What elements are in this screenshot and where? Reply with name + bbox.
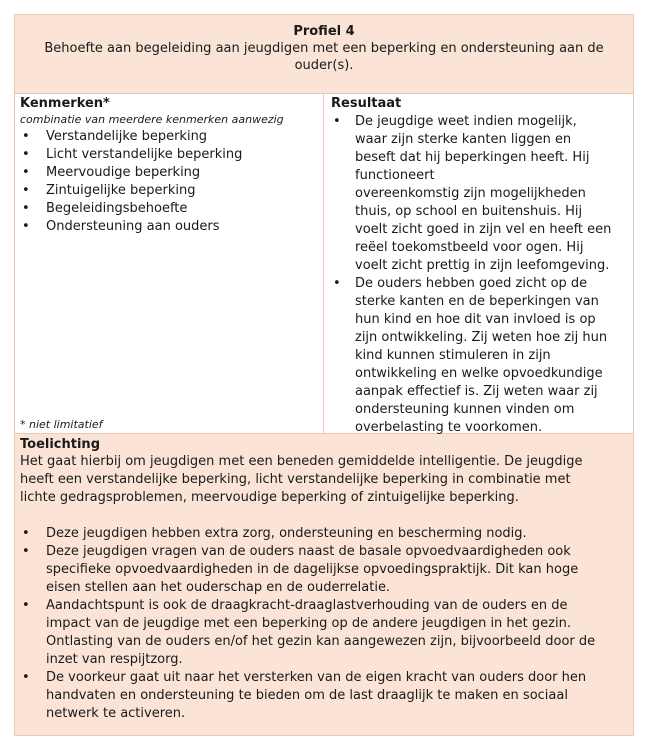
toelichting-heading: Toelichting bbox=[20, 437, 100, 452]
list-item: • Meervoudige beperking bbox=[20, 164, 318, 182]
toelichting-intro bbox=[20, 453, 628, 507]
text-line: waar zijn sterke kanten liggen en bbox=[355, 132, 572, 147]
table-header bbox=[15, 15, 633, 93]
resultaat-heading: Resultaat bbox=[331, 96, 402, 111]
text-line: • Deze jeugdigen vragen van de ouders naast de basale opvoedvaardigheden ook bbox=[46, 544, 571, 559]
list-item bbox=[331, 113, 629, 275]
kenmerken-list bbox=[20, 128, 318, 236]
text-line: overeenkomstig zijn mogelijkheden bbox=[355, 186, 586, 201]
text-line: heeft een verstandelijke beperking, licht verstandelijke beperking in combinatie met bbox=[20, 472, 571, 487]
text-line: beseft dat hij beperkingen heeft. Hij bbox=[355, 150, 590, 165]
text-line: sterke kanten en de beperkingen van bbox=[355, 294, 599, 309]
list-item bbox=[20, 525, 628, 543]
resultaat-list bbox=[331, 113, 629, 437]
list-item bbox=[20, 597, 628, 669]
list-item: • Licht verstandelijke beperking bbox=[20, 146, 318, 164]
list-item bbox=[331, 275, 629, 437]
text-line: Het gaat hierbij om jeugdigen met een beneden gemiddelde intelligentie. De jeugdige bbox=[20, 454, 583, 469]
text-line: aanpak effectief is. Zij weten waar zij bbox=[355, 384, 598, 399]
text-line: Ontlasting van de ouders en/of het gezin kan aangewezen zijn, bijvoorbeeld door de bbox=[46, 634, 596, 649]
list-item: • Verstandelijke beperking bbox=[20, 128, 318, 146]
text-line: kind kunnen stimuleren in zijn bbox=[355, 348, 551, 363]
text-line: overbelasting te voorkomen. bbox=[355, 420, 543, 435]
list-item: • Begeleidingsbehoefte bbox=[20, 200, 318, 218]
profile-subtitle bbox=[15, 40, 633, 74]
text-line: • De jeugdige weet indien mogelijk, bbox=[355, 114, 577, 129]
text-line: voelt zicht prettig in zijn leefomgeving. bbox=[355, 258, 610, 273]
toelichting-list bbox=[20, 525, 628, 723]
text-line: voelt zicht goed in zijn vel en heeft een bbox=[355, 222, 612, 237]
text-line: hun kind en hoe dit van invloed is op bbox=[355, 312, 596, 327]
text-line: • De ouders hebben goed zicht op de bbox=[355, 276, 588, 291]
text-line: eisen stellen aan het ouderschap en de ouderrelatie. bbox=[46, 580, 391, 595]
text-line: • Deze jeugdigen hebben extra zorg, ondersteuning en bescherming nodig. bbox=[46, 526, 527, 541]
text-line: ontwikkeling en welke opvoedkundige bbox=[355, 366, 603, 381]
list-item bbox=[20, 669, 628, 723]
profile-title: Profiel 4 bbox=[293, 24, 355, 39]
list-item: • Ondersteuning aan ouders bbox=[20, 218, 318, 236]
list-item bbox=[20, 543, 628, 597]
text-line: reëel toekomstbeeld voor ogen. Hij bbox=[355, 240, 584, 255]
subtitle-line: ouder(s). bbox=[294, 58, 354, 73]
kenmerken-note: combinatie van meerdere kenmerken aanwezig bbox=[20, 113, 284, 126]
text-line: zijn ontwikkeling. Zij weten hoe zij hun bbox=[355, 330, 608, 345]
text-line: functioneert bbox=[355, 168, 435, 183]
kenmerken-cell bbox=[15, 94, 324, 433]
text-line: netwerk te activeren. bbox=[46, 706, 186, 721]
text-line: thuis, op school en buitenshuis. Hij bbox=[355, 204, 583, 219]
text-line: inzet van respijtzorg. bbox=[46, 652, 183, 667]
footnote: * niet limitatief bbox=[20, 418, 103, 431]
text-line: impact van de jeugdige met een beperking op de andere jeugdigen in het gezin. bbox=[46, 616, 571, 631]
toelichting-cell bbox=[15, 434, 633, 735]
profile-table bbox=[14, 14, 634, 736]
text-line: handvaten en ondersteuning te bieden om de last draaglijk te maken en sociaal bbox=[46, 688, 568, 703]
text-line: lichte gedragsproblemen, meervoudige beperking of zintuigelijke beperking. bbox=[20, 490, 519, 505]
list-item: • Zintuigelijke beperking bbox=[20, 182, 318, 200]
text-line: specifieke opvoedvaardigheden in de dagelijkse opvoedingspraktijk. Dit kan hoge bbox=[46, 562, 579, 577]
kenmerken-resultaat-row bbox=[15, 93, 633, 434]
text-line: • De voorkeur gaat uit naar het versterken van de eigen kracht van ouders door hen bbox=[46, 670, 587, 685]
resultaat-cell bbox=[324, 94, 633, 433]
text-line: • Aandachtspunt is ook de draagkracht-draaglastverhouding van de ouders en de bbox=[46, 598, 568, 613]
kenmerken-heading: Kenmerken* bbox=[20, 96, 110, 111]
text-line: ondersteuning kunnen vinden om bbox=[355, 402, 575, 417]
subtitle-line: Behoefte aan begeleiding aan jeugdigen met een beperking en ondersteuning aan de bbox=[44, 41, 604, 56]
